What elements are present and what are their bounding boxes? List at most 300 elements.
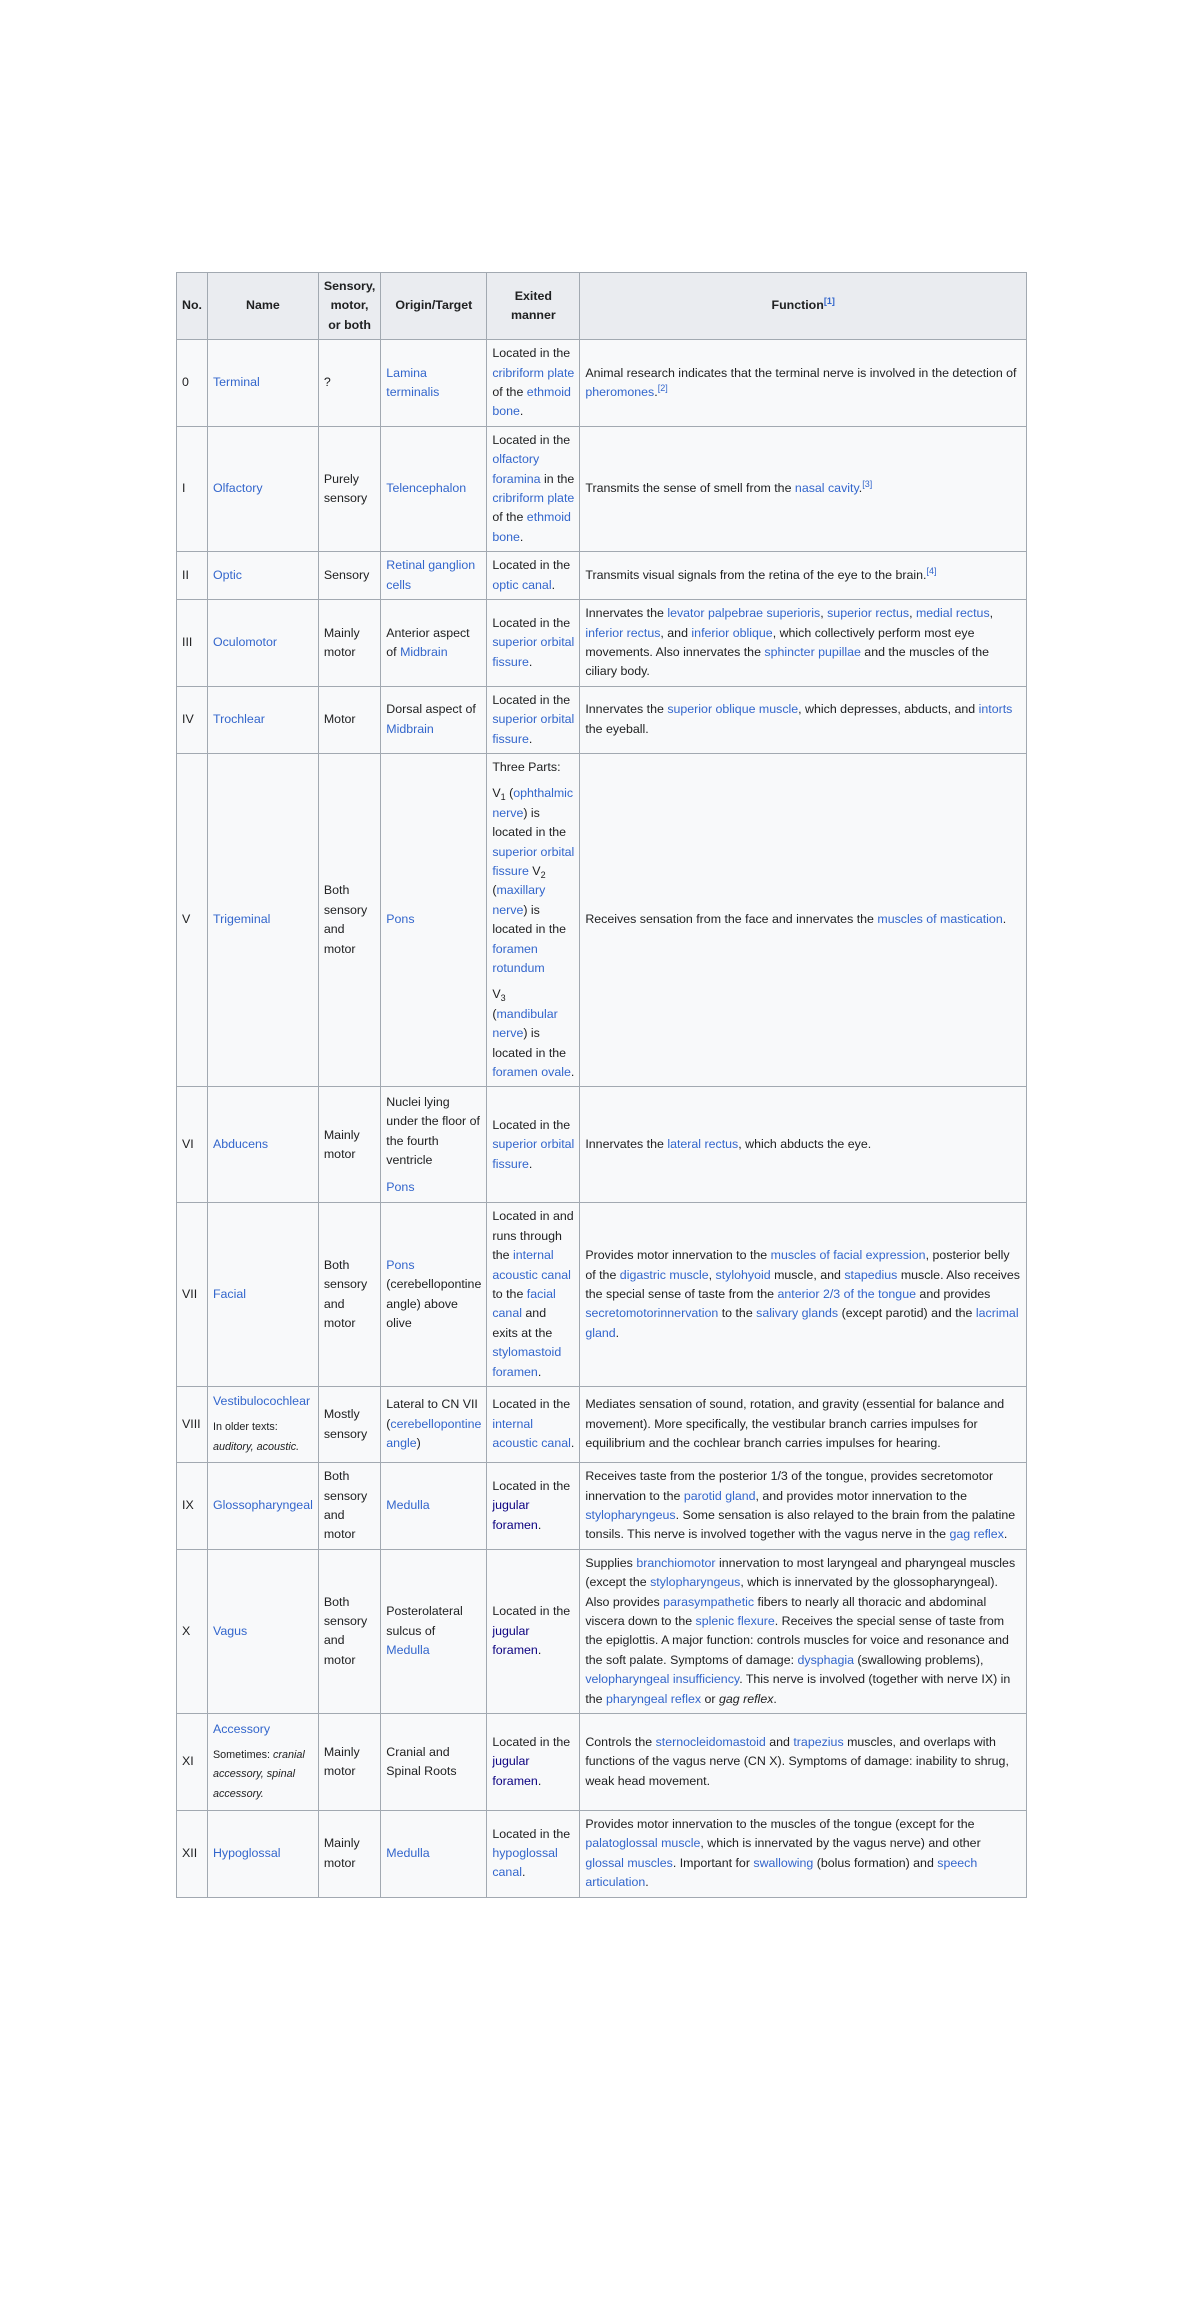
cell-paragraph (386, 1093, 481, 1171)
cell-paragraph (386, 1178, 481, 1197)
text-run: . (537, 1517, 542, 1532)
text-run: to the (492, 1287, 527, 1302)
link-salivary-glands[interactable]: salivary glands (756, 1306, 839, 1321)
text-run: and exits at the (492, 1306, 553, 1340)
cell-origin (381, 1387, 487, 1463)
cell-origin (381, 753, 487, 1087)
table-row (177, 426, 1027, 551)
cell-no: IV (177, 686, 208, 753)
cell-no: I (177, 426, 208, 551)
link-levator-palpebrae-superioris[interactable]: levator palpebrae superioris (667, 606, 821, 621)
cranial-nerves-table (176, 272, 1027, 1898)
cell-name (207, 1387, 318, 1463)
cell-name (207, 1203, 318, 1387)
text-run: Transmits visual signals from the retina of the eye to the brain. (585, 567, 927, 582)
text-run: innervation to most laryngeal and pharyngeal muscles (except the (585, 1555, 1016, 1590)
text-run: Mediates sensation of sound, rotation, and gravity (essential for balance and movement). More specifically, the vestibular branch carries impulses for equilibrium and the cochlear branch carries impulses for hearing. (585, 1397, 1005, 1451)
cell-name (207, 1549, 318, 1713)
link-trapezius[interactable]: trapezius (793, 1734, 844, 1749)
cell-origin (381, 340, 487, 427)
link-digastric-muscle[interactable]: digastric muscle (619, 1267, 709, 1282)
cell-origin (381, 552, 487, 600)
text-run: V (492, 786, 501, 801)
header-name: Name (207, 273, 318, 340)
cell-function (580, 1549, 1027, 1713)
link-stylomastoid-foramen[interactable]: stylomastoid foramen (492, 1345, 562, 1379)
text-run: . (773, 1691, 777, 1706)
link-stapedius[interactable]: stapedius (844, 1267, 898, 1282)
link-abducens[interactable]: Abducens (212, 1137, 269, 1152)
link-ethmoid-bone[interactable]: ethmoid bone (492, 510, 571, 544)
link-cerebellopontine-angle[interactable]: cerebellopontine angle (386, 1416, 482, 1451)
text-run: Controls the (585, 1734, 656, 1749)
text-run: . (519, 529, 524, 544)
subscript: 1 (500, 792, 506, 803)
name-note-italic: cranial accessory, spinal accessory. (212, 1749, 305, 1800)
text-run: . (1002, 912, 1007, 927)
table-row (177, 600, 1027, 687)
link-palatoglossal-muscle[interactable]: palatoglossal muscle (585, 1836, 701, 1851)
link-cribriform-plate[interactable]: cribriform plate (492, 491, 575, 506)
cell-exit (487, 1087, 580, 1203)
cell-function (580, 1087, 1027, 1203)
text-run: , which abducts the eye. (738, 1137, 872, 1152)
cell-name (207, 1810, 318, 1897)
reference-link[interactable]: [3] (862, 479, 873, 490)
text-run: . (645, 1875, 649, 1890)
link-medulla[interactable]: Medulla (386, 1498, 430, 1513)
text-run: Innervates the (585, 702, 668, 717)
cell-paragraph (492, 784, 574, 978)
cell-name (207, 686, 318, 753)
cell-type: Mainly motor (318, 1087, 380, 1203)
reference-sup (926, 566, 936, 576)
table-header-row (177, 273, 1027, 340)
text-run: Provides motor innervation to the (585, 1248, 771, 1263)
link-foramen-ovale[interactable]: foramen ovale (492, 1065, 571, 1080)
cell-origin (381, 1463, 487, 1550)
link-swallowing[interactable]: swallowing (753, 1855, 814, 1870)
text-run: , (820, 606, 828, 621)
cell-name (207, 1463, 318, 1550)
text-run: . (1003, 1527, 1008, 1542)
link-secretomotorinnervation[interactable]: secretomotorinnervation (585, 1306, 719, 1321)
cell-no: XII (177, 1810, 208, 1897)
cell-no: II (177, 552, 208, 600)
text-run: in the (540, 471, 575, 486)
cell-function (580, 552, 1027, 600)
link-superior-orbital-fissure[interactable]: superior orbital fissure (492, 635, 575, 669)
text-run: (swallowing problems), (853, 1652, 984, 1667)
cell-function (580, 686, 1027, 753)
name-note-italic: auditory, acoustic. (212, 1440, 300, 1453)
text-run: Dorsal aspect of (386, 702, 476, 717)
table-row (177, 753, 1027, 1087)
link-midbrain[interactable]: Midbrain (400, 644, 448, 659)
link-superior-rectus[interactable]: superior rectus (827, 606, 910, 621)
table-row (177, 1810, 1027, 1897)
text-run: Cranial and Spinal Roots (386, 1744, 457, 1778)
text-run: Located in the (492, 1604, 571, 1619)
cell-paragraph (213, 1392, 313, 1411)
link-retinal-ganglion-cells[interactable]: Retinal ganglion cells (386, 558, 476, 592)
cell-exit (487, 552, 580, 600)
name-note-prefix: Sometimes: (212, 1749, 273, 1762)
cell-origin (381, 1713, 487, 1810)
table-row (177, 1387, 1027, 1463)
text-run: . Receives the special sense of taste from the epiglottis. A major function: controls muscles for voice and resonance and the soft palate. Symptoms of damage: (585, 1613, 1009, 1667)
text-run: , and (660, 625, 692, 640)
link-nasal-cavity[interactable]: nasal cavity (794, 481, 859, 496)
link-optic-canal[interactable]: optic canal (492, 577, 552, 592)
link-stylopharyngeus[interactable]: stylopharyngeus (585, 1507, 676, 1522)
cell-function (580, 753, 1027, 1087)
text-run: Located in the (492, 346, 571, 361)
cell-exit (487, 1463, 580, 1550)
cell-origin (381, 1810, 487, 1897)
text-run: Located in the (492, 1734, 571, 1749)
text-run: . (570, 1065, 575, 1080)
link-accessory[interactable]: Accessory (212, 1721, 271, 1736)
cell-no: VI (177, 1087, 208, 1203)
link-vestibulocochlear[interactable]: Vestibulocochlear (212, 1393, 311, 1408)
text-run: Located in the (492, 1397, 571, 1412)
cell-function (580, 340, 1027, 427)
link-anterior-2-3-of-the-tongue[interactable]: anterior 2/3 of the tongue (777, 1287, 916, 1302)
text-run: V (528, 863, 541, 878)
link-stylohyoid[interactable]: stylohyoid (715, 1267, 771, 1282)
table-row (177, 686, 1027, 753)
cell-function (580, 1387, 1027, 1463)
cell-paragraph (492, 985, 574, 1082)
cell-exit (487, 426, 580, 551)
text-run: Receives taste from the posterior 1/3 of the tongue, provides secretomotor innervation to the (585, 1469, 994, 1503)
link-glossopharyngeal[interactable]: Glossopharyngeal (212, 1498, 313, 1513)
text-run: muscle. Also receives the special sense of taste from the (585, 1267, 1020, 1302)
text-run: Located in and runs through the (492, 1209, 574, 1263)
text-run: the eyeball. (585, 721, 649, 736)
cell-no: III (177, 600, 208, 687)
cell-type: ? (318, 340, 380, 427)
text-run: V (492, 987, 501, 1002)
link-maxillary-nerve[interactable]: maxillary nerve (492, 883, 546, 917)
text-run: (except parotid) and the (838, 1306, 976, 1321)
text-run: ( (492, 883, 497, 898)
text-run: , (989, 606, 994, 621)
link-hypoglossal-canal[interactable]: hypoglossal canal (492, 1846, 558, 1880)
link-speech-articulation[interactable]: speech articulation (585, 1855, 978, 1890)
cell-type: Motor (318, 686, 380, 753)
link-olfactory[interactable]: Olfactory (212, 481, 263, 496)
link-pons[interactable]: Pons (386, 1179, 415, 1194)
table-row (177, 1087, 1027, 1203)
text-run: fibers to nearly all thoracic and abdominal viscera down to the (585, 1594, 987, 1628)
link-pons[interactable]: Pons (386, 912, 415, 927)
link-jugular-foramen[interactable]: jugular foramen (492, 1623, 538, 1658)
link-internal-acoustic-canal[interactable]: internal acoustic canal (492, 1416, 571, 1451)
cell-type: Purely sensory (318, 426, 380, 551)
link-foramen-rotundum[interactable]: foramen rotundum (492, 941, 545, 975)
link-branchiomotor[interactable]: branchiomotor (636, 1555, 716, 1570)
header-function-label: Function (771, 298, 824, 313)
text-run: to the (718, 1306, 757, 1321)
link-pons[interactable]: Pons (386, 1257, 415, 1272)
table-row (177, 1463, 1027, 1550)
link-stylopharyngeus[interactable]: stylopharyngeus (650, 1575, 741, 1590)
link-jugular-foramen[interactable]: jugular foramen (492, 1498, 538, 1532)
link-hypoglossal[interactable]: Hypoglossal (212, 1846, 281, 1861)
text-run: of the (492, 385, 527, 400)
link-inferior-rectus[interactable]: inferior rectus (585, 625, 661, 640)
italic-text: gag reflex (718, 1691, 774, 1706)
text-run: , (708, 1267, 716, 1282)
link-jugular-foramen[interactable]: jugular foramen (492, 1754, 538, 1788)
text-run: , (909, 606, 916, 621)
text-run: . (537, 1364, 542, 1379)
link-superior-orbital-fissure[interactable]: superior orbital fissure (492, 712, 575, 746)
text-run: muscles, and overlaps with functions of the vagus nerve (CN X). Symptoms of damage: inability to shrug, weak head movement. (585, 1734, 1009, 1788)
link-cribriform-plate[interactable]: cribriform plate (492, 365, 575, 380)
text-run: Located in the (492, 615, 571, 630)
text-run: of the (492, 510, 527, 525)
cell-type: Both sensory and motor (318, 753, 380, 1087)
text-run: and the muscles of the ciliary body. (585, 644, 989, 679)
text-run: . Important for (672, 1855, 754, 1870)
text-run: Nuclei lying under the floor of the fourth ventricle (386, 1094, 480, 1168)
cell-exit (487, 1810, 580, 1897)
cell-origin (381, 686, 487, 753)
link-olfactory-foramina[interactable]: olfactory foramina (492, 452, 541, 486)
cell-paragraph (213, 1720, 313, 1739)
link-optic[interactable]: Optic (212, 567, 242, 582)
link-superior-orbital-fissure[interactable]: superior orbital fissure (492, 844, 575, 878)
text-run: Located in the (492, 692, 571, 707)
link-trochlear[interactable]: Trochlear (212, 712, 265, 727)
text-run: , which is innervated by the glossopharyngeal). Also provides (585, 1575, 998, 1609)
cell-name (207, 340, 318, 427)
text-run: (cerebellopontine angle) above olive (386, 1277, 482, 1331)
link-ophthalmic-nerve[interactable]: ophthalmic nerve (492, 786, 574, 820)
text-run: Three Parts: (492, 759, 561, 774)
link-pheromones[interactable]: pheromones (585, 385, 655, 400)
header-no: No. (177, 273, 208, 340)
link-inferior-oblique[interactable]: inferior oblique (691, 625, 773, 640)
table-row (177, 1713, 1027, 1810)
text-run: Anterior aspect of (386, 625, 470, 659)
cell-type: Mainly motor (318, 1810, 380, 1897)
subscript: 3 (500, 993, 506, 1004)
text-run: Located in the (492, 1478, 571, 1493)
link-telencephalon[interactable]: Telencephalon (386, 481, 467, 496)
header-exit: Exited manner (487, 273, 580, 340)
cell-exit (487, 1713, 580, 1810)
text-run: Innervates the (585, 1137, 668, 1152)
reference-sup (862, 479, 872, 489)
cell-no: 0 (177, 340, 208, 427)
subscript: 2 (540, 869, 546, 880)
reference-sup (658, 383, 668, 393)
header-function-ref[interactable]: [1] (823, 296, 835, 307)
link-medulla[interactable]: Medulla (386, 1846, 430, 1861)
cell-no: XI (177, 1713, 208, 1810)
reference-link[interactable]: [4] (926, 565, 937, 576)
name-note-prefix: In older texts: (212, 1421, 278, 1434)
cell-exit (487, 1387, 580, 1463)
cell-exit (487, 1549, 580, 1713)
text-run: Lateral to CN VII ( (386, 1397, 478, 1431)
name-note (213, 1746, 313, 1804)
text-run: (bolus formation) and (813, 1855, 938, 1870)
link-intorts[interactable]: intorts (978, 702, 1013, 717)
text-run: ) is located in the (492, 1026, 567, 1060)
cell-function (580, 1713, 1027, 1810)
header-function (580, 273, 1027, 340)
link-parotid-gland[interactable]: parotid gland (683, 1488, 756, 1503)
table-row (177, 340, 1027, 427)
text-run: . (521, 1865, 526, 1880)
text-run: . (519, 404, 524, 419)
text-run: , and provides motor innervation to the (755, 1488, 967, 1503)
cell-no: VII (177, 1203, 208, 1387)
text-run: . (537, 1643, 542, 1658)
link-sternocleidomastoid[interactable]: sternocleidomastoid (655, 1734, 766, 1749)
link-ethmoid-bone[interactable]: ethmoid bone (492, 385, 571, 419)
text-run: Located in the (492, 558, 571, 573)
cell-exit (487, 1203, 580, 1387)
table-row (177, 552, 1027, 600)
cell-exit (487, 753, 580, 1087)
cell-function (580, 1810, 1027, 1897)
link-medial-rectus[interactable]: medial rectus (915, 606, 990, 621)
link-lamina-terminalis[interactable]: Lamina terminalis (386, 365, 440, 400)
link-medulla[interactable]: Medulla (386, 1643, 430, 1658)
cell-function (580, 426, 1027, 551)
cell-type: Mainly motor (318, 1713, 380, 1810)
text-run: , which collectively perform most eye movements. Also innervates the (585, 625, 975, 659)
link-lacrimal-gland[interactable]: lacrimal gland (585, 1306, 1019, 1340)
link-mandibular-nerve[interactable]: mandibular nerve (492, 1006, 558, 1041)
cell-no: X (177, 1549, 208, 1713)
link-superior-oblique-muscle[interactable]: superior oblique muscle (667, 702, 799, 717)
text-run: muscle, and (770, 1267, 845, 1282)
text-run: and provides (915, 1287, 991, 1302)
text-run: Supplies (585, 1555, 637, 1570)
text-run: Animal research indicates that the terminal nerve is involved in the detection of (585, 365, 1017, 380)
link-muscles-of-mastication[interactable]: muscles of mastication (877, 912, 1003, 927)
cell-name (207, 1087, 318, 1203)
link-dysphagia[interactable]: dysphagia (797, 1652, 854, 1667)
cell-function (580, 600, 1027, 687)
text-run: . (528, 731, 533, 746)
link-splenic-flexure[interactable]: splenic flexure (695, 1613, 775, 1628)
text-run: . (858, 481, 863, 496)
link-muscles-of-facial-expression[interactable]: muscles of facial expression (770, 1248, 926, 1263)
table-row (177, 1203, 1027, 1387)
link-parasympathetic[interactable]: parasympathetic (663, 1594, 755, 1609)
text-run: ) is located in the (492, 902, 567, 937)
text-run: or (701, 1691, 719, 1706)
text-run: . (654, 385, 658, 400)
link-midbrain[interactable]: Midbrain (386, 721, 434, 736)
cell-type: Both sensory and motor (318, 1549, 380, 1713)
link-facial[interactable]: Facial (212, 1287, 247, 1302)
text-run: Provides motor innervation to the muscles of the tongue (except for the (585, 1816, 975, 1831)
text-run: . Some sensation is also relayed to the brain from the palatine tonsils. This nerve is involved together with the vagus nerve in the (585, 1507, 1016, 1542)
cell-paragraph (492, 758, 574, 777)
link-pharyngeal-reflex[interactable]: pharyngeal reflex (606, 1691, 702, 1706)
link-vagus[interactable]: Vagus (212, 1623, 248, 1638)
link-trigeminal[interactable]: Trigeminal (212, 912, 271, 927)
text-run: ( (492, 1006, 497, 1021)
cell-type: Mostly sensory (318, 1387, 380, 1463)
text-run: Located in the (492, 432, 571, 447)
header-type: Sensory, motor, or both (318, 273, 380, 340)
link-terminal[interactable]: Terminal (212, 375, 260, 390)
cell-origin (381, 1549, 487, 1713)
text-run: Posterolateral sulcus of (386, 1604, 463, 1638)
cell-name (207, 552, 318, 600)
text-run: Located in the (492, 1826, 571, 1841)
header-origin: Origin/Target (381, 273, 487, 340)
text-run: . (528, 1156, 533, 1171)
text-run: . (551, 577, 556, 592)
text-run: and (765, 1734, 794, 1749)
text-run: . (537, 1773, 542, 1788)
text-run: Receives sensation from the face and innervates the (585, 912, 878, 927)
link-internal-acoustic-canal[interactable]: internal acoustic canal (492, 1248, 571, 1282)
text-run: ) (416, 1436, 421, 1451)
cell-origin (381, 1087, 487, 1203)
cell-function (580, 1203, 1027, 1387)
text-run: , which is innervated by the vagus nerve) and other (700, 1836, 981, 1851)
cell-exit (487, 686, 580, 753)
cell-function (580, 1463, 1027, 1550)
text-run: . (615, 1325, 620, 1340)
cell-origin (381, 426, 487, 551)
text-run: . (528, 654, 533, 669)
cell-no: V (177, 753, 208, 1087)
cell-name (207, 600, 318, 687)
cell-type: Sensory (318, 552, 380, 600)
cell-origin (381, 600, 487, 687)
text-run: ( (505, 786, 514, 801)
link-lateral-rectus[interactable]: lateral rectus (667, 1137, 739, 1152)
link-oculomotor[interactable]: Oculomotor (212, 635, 278, 650)
link-superior-orbital-fissure[interactable]: superior orbital fissure (492, 1137, 575, 1171)
text-run: Innervates the (585, 606, 668, 621)
cell-name (207, 1713, 318, 1810)
text-run: , posterior belly of the (585, 1248, 1010, 1282)
cell-origin (381, 1203, 487, 1387)
link-glossal-muscles[interactable]: glossal muscles (585, 1855, 673, 1870)
reference-link[interactable]: [2] (657, 383, 668, 394)
cell-no: IX (177, 1463, 208, 1550)
table-row (177, 1549, 1027, 1713)
cell-type: Both sensory and motor (318, 1203, 380, 1387)
text-run: . This nerve is involved (together with nerve IX) in the (585, 1672, 1011, 1706)
cell-type: Mainly motor (318, 600, 380, 687)
link-facial-canal[interactable]: facial canal (492, 1287, 556, 1321)
cell-type: Both sensory and motor (318, 1463, 380, 1550)
text-run: Transmits the sense of smell from the (585, 481, 795, 496)
text-run: ) is located in the (492, 805, 567, 840)
cell-exit (487, 340, 580, 427)
link-gag-reflex[interactable]: gag reflex (949, 1527, 1004, 1542)
link-velopharyngeal-insufficiency[interactable]: velopharyngeal insufficiency (585, 1672, 740, 1687)
cell-no: VIII (177, 1387, 208, 1463)
link-sphincter-pupillae[interactable]: sphincter pupillae (764, 644, 861, 659)
text-run: , which depresses, abducts, and (798, 702, 979, 717)
